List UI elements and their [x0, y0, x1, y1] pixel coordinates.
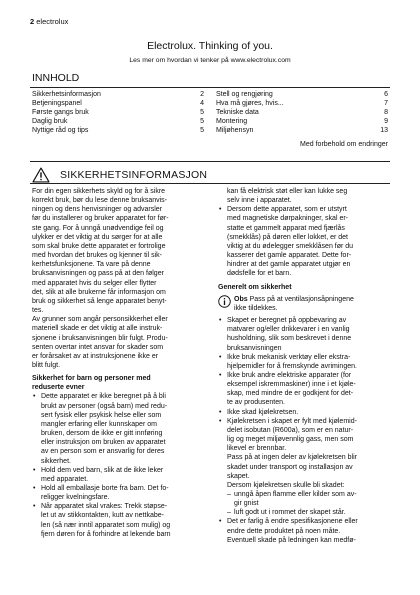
text-line: hjelpemidler for å fremskynde avrimingen.: [227, 362, 357, 370]
text-line: det, slik at alle brukerne får informasjon om: [32, 288, 166, 296]
text-line: Ikke bruk andre elektriske apparater (for: [227, 371, 352, 379]
text-line: bruksanvisningen: [227, 344, 282, 352]
contents-title: INNHOLD: [32, 72, 80, 84]
text-line: sert fysisk eller psykisk helse eller som: [41, 411, 162, 419]
contents-entry[interactable]: [216, 117, 388, 126]
contents-entry[interactable]: [32, 117, 204, 126]
contents-entry-label: Stell og rengjøring: [216, 91, 273, 98]
contents-entry[interactable]: [216, 108, 388, 117]
text-line: matvarer og/eller drikkevarer i en vanlig: [227, 326, 350, 334]
contents-entry-page: 2: [200, 91, 204, 98]
contents-entry[interactable]: [32, 108, 204, 117]
bullet-item: [218, 353, 386, 371]
text-line: tes.: [32, 307, 44, 315]
contents-entry[interactable]: [32, 90, 204, 99]
text-line: delet isobutan (R600a), som er en natur-: [227, 426, 354, 434]
text-line: eksempel iskremmaskiner) inne i et kjøle-: [227, 381, 356, 389]
text-line: korrekt bruk, bør du lese denne bruksanvis-: [32, 197, 168, 205]
bullet-item: [32, 466, 200, 484]
contents-entry-page: 5: [200, 118, 204, 125]
text-line: brukt av personer (også barn) med redu-: [41, 402, 168, 410]
text-line: ste gang. For å unngå unødvendige feil og: [32, 224, 164, 232]
contents-entry-page: 6: [384, 91, 388, 98]
contents-right-list: [216, 90, 388, 135]
info-icon: [218, 295, 231, 308]
text-line: endre dette produktet på noen måte.: [227, 527, 341, 535]
contents-entry-label: Tekniske data: [216, 109, 259, 116]
text-line: Pass på at ventilasjonsåpningene: [249, 295, 354, 303]
text-line: dødsfelle for et barn.: [227, 270, 292, 278]
bullet-item: [218, 371, 386, 408]
contents-entry-label: Nyttige råd og tips: [32, 127, 89, 134]
contents-entry-page: 8: [384, 109, 388, 116]
contents-entry-page: 9: [384, 118, 388, 125]
text-line: med apparatet.: [41, 475, 89, 483]
warning-triangle-icon: [32, 167, 50, 183]
obs-label: Obs: [234, 295, 248, 303]
text-line: som skal bruke dette apparatet er fortrolige: [32, 242, 166, 250]
text-line: Dette apparatet er ikke beregnet på å bli: [41, 393, 166, 401]
text-line: reduserte evner: [32, 384, 85, 392]
section-rule-bottom: [30, 183, 390, 184]
obs-note: [218, 295, 386, 313]
text-line: eller instruksjon om bruken av apparatet: [41, 439, 166, 447]
text-line: sikkerhet.: [41, 457, 71, 465]
text-line: len (så nær inntil apparatet som mulig) og: [41, 521, 171, 529]
text-line: ikke tildekkes.: [234, 304, 278, 312]
contents-entry-label: Hva må gjøres, hvis...: [216, 100, 284, 107]
damage-instructions: [218, 490, 386, 517]
responsibility-paragraph: [32, 315, 200, 370]
section-rule-top: [30, 161, 390, 162]
bullet-item: [32, 392, 200, 465]
left-column: [32, 187, 200, 539]
text-line: før du installerer og bruker apparatet for før-: [32, 215, 169, 223]
text-line: Skapet er beregnet på oppbevaring av: [227, 317, 347, 325]
text-line: ulykker er det viktig at du sørger for at alle: [32, 233, 163, 241]
text-line: skap, med mindre de er godkjent for det-: [227, 390, 354, 398]
contents-entry[interactable]: [32, 99, 204, 108]
text-line: Pass på at ingen deler av kjølekretsen blir: [227, 454, 357, 462]
page-header: [30, 17, 68, 26]
contents-entry[interactable]: [216, 99, 388, 108]
text-line: bruk og sikkerhet så lenge apparatet benyt-: [32, 297, 167, 305]
contents-entry-label: Betjeningspanel: [32, 100, 82, 107]
text-line: Når apparatet skal vrakes: Trekk støpse-: [41, 503, 168, 511]
text-line: Av grunner som angår personsikkerhet eller: [32, 316, 168, 324]
contents-entry-page: 7: [384, 100, 388, 107]
dash-item: – unngå åpen flamme eller kilder som av-: [218, 490, 386, 499]
brand-name: electrolux: [36, 17, 69, 26]
contents-entry-page: 4: [200, 100, 204, 107]
text-line: med apparatet hvis du selger eller flytter: [32, 279, 157, 287]
bullet-item: [218, 408, 386, 417]
contents-left-list: [32, 90, 204, 135]
text-line: husholdning, slik som beskrevet i denne: [227, 335, 352, 343]
text-line: mangler erfaring eller kunnskaper om: [41, 420, 157, 428]
text-line: blitt fulgt.: [32, 361, 61, 369]
text-line: skadet under transport og installasjon av: [227, 463, 353, 471]
text-line: te av produsenten.: [227, 399, 285, 407]
bullet-item: [32, 502, 200, 539]
text-line: (smekklås) på døren eller lokket, er det: [227, 233, 348, 241]
section-title: SIKKERHETSINFORMASJON: [60, 169, 208, 181]
text-line: kasserer det gamle apparatet. Dette for-: [227, 252, 352, 260]
dash-item: gir gnist: [234, 500, 259, 508]
children-safety-heading: [32, 374, 200, 392]
contents-entry-page: 5: [200, 127, 204, 134]
contents-entry-label: Sikkerhetsinformasjon: [32, 91, 101, 98]
text-line: kan få elektrisk støt eller kan lukke seg: [227, 188, 348, 195]
general-safety-heading: Generelt om sikkerhet: [218, 283, 292, 291]
dash-item: – luft godt ut i rommet der skapet står.: [218, 508, 386, 517]
text-line: skapet.: [227, 472, 250, 480]
text-line: med magnetiske dørpakninger, skal er-: [227, 215, 348, 223]
bullet-item: [218, 205, 386, 278]
text-line: bruksanvisningen og pass på at den følger: [32, 270, 164, 278]
text-line: fjern døren for å forhindre at lekende barn: [41, 530, 171, 538]
text-line: Ikke bruk mekanisk verktøy eller ekstra-: [227, 353, 351, 361]
text-line: let ut av stikkontakten, kutt av nettkabe-: [41, 512, 164, 520]
magnetic-door-list: [218, 205, 386, 278]
contents-entry[interactable]: [32, 126, 204, 135]
contents-entry-label: Montering: [216, 118, 248, 125]
text-line: Dersom kjølekretsen skulle bli skadet:: [227, 481, 345, 489]
children-safety-list: [32, 392, 200, 539]
section-header: [32, 167, 207, 183]
bullet-item: [218, 316, 386, 353]
text-line: Hold dem ved barn, slik at de ikke leker: [41, 466, 164, 474]
obs-text: [234, 296, 354, 312]
bullet-item: [32, 484, 200, 502]
bullet-item: [218, 517, 386, 544]
text-line: kerhetsfunksjonene. Ta vare på denne: [32, 261, 151, 269]
contents-note: Med forbehold om endringer: [300, 141, 388, 148]
text-line: Kjølekretsen i skapet er fylt med kjølemid-: [227, 417, 357, 425]
text-line: er forårsaket av at instruksjonene ikke er: [32, 352, 159, 360]
text-line: statte et gammelt apparat med fjærlås: [227, 224, 345, 232]
contents-entry-label: Miljøhensyn: [216, 127, 254, 134]
text-line: Det er farlig å endre spesifikasjonene eller: [227, 518, 358, 526]
contents-entry-label: Daglig bruk: [32, 118, 68, 125]
text-line: materiell skade er det viktig at alle instruk-: [32, 325, 163, 333]
continued-text: [218, 187, 386, 205]
contents-entry[interactable]: [216, 90, 388, 99]
text-line: selv inne i apparatet.: [227, 197, 292, 205]
contents-entry[interactable]: [216, 126, 388, 135]
contents-rule: [30, 87, 390, 88]
contents-entry-page: 5: [200, 109, 204, 116]
text-line: Ikke skad kjølekretsen.: [227, 408, 299, 416]
general-safety-list: [218, 316, 386, 490]
bullet-item: [218, 417, 386, 490]
page-number: 2: [30, 17, 35, 26]
text-line: hindrer at det gamle apparatet utgjør en: [227, 261, 351, 269]
contents-entry-label: Første gangs bruk: [32, 109, 89, 116]
text-line: ningen og dens henvisninger og advarsler: [32, 206, 162, 214]
text-line: Dersom dette apparatet, som er utstyrt: [227, 206, 347, 214]
text-line: Sikkerhet for barn og personer med: [32, 375, 151, 383]
text-line: med hvordan det brukes og kjenner til sik-: [32, 252, 162, 260]
text-line: Eventuell skade på ledningen kan medfø-: [227, 536, 356, 544]
modification-warning-list: [218, 517, 386, 544]
text-line: For din egen sikkerhets skyld og for å sikre: [32, 188, 166, 195]
contents-entry-page: 13: [380, 127, 388, 134]
intro-paragraph: [32, 187, 200, 315]
text-line: sjonene i bruksanvisningen blir fulgt. Produ-: [32, 334, 168, 342]
text-line: av en person som er ansvarlig for deres: [41, 448, 165, 456]
text-line: lig og meget miljøvennlig gass, men som: [227, 436, 354, 444]
subtitle: Les mer om hvordan vi tenker på www.electrolux.com: [129, 57, 291, 64]
tagline: Electrolux. Thinking of you.: [147, 40, 273, 52]
text-line: bruken, dersom de ikke er gitt innføring: [41, 430, 163, 438]
text-line: Hold all emballasje borte fra barn. Det fo-: [41, 485, 169, 492]
text-line: likevel er brennbar.: [227, 445, 287, 453]
text-line: viktig at du ødelegger smekklåsen før du: [227, 242, 354, 250]
text-line: religger kvelningsfare.: [41, 494, 110, 502]
right-column: [218, 187, 386, 545]
text-line: senten overtar intet ansvar for skader som: [32, 343, 164, 351]
